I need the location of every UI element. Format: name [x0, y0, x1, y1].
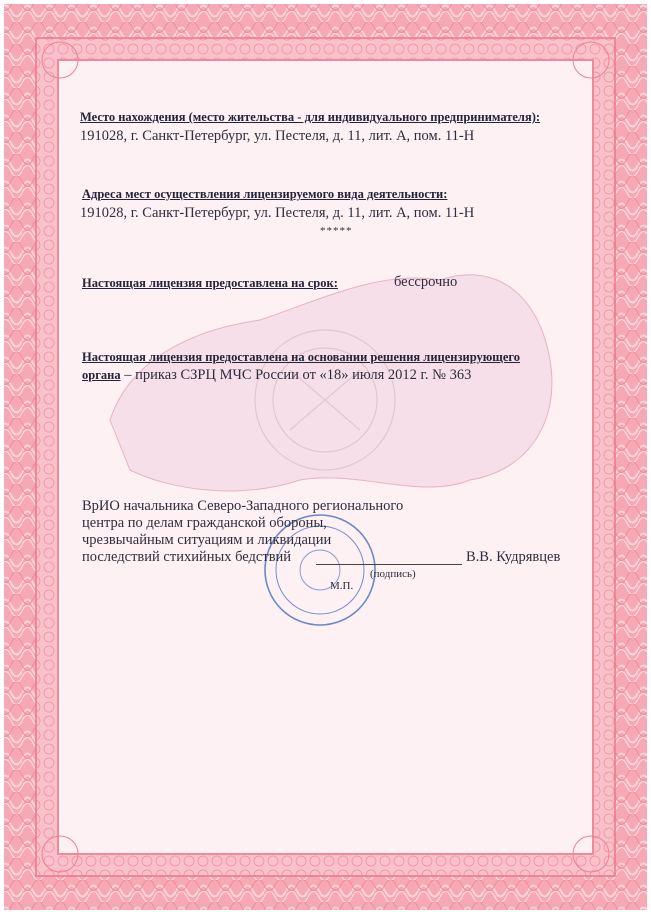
signer-line-4: последствий стихийных бедствий — [82, 549, 292, 565]
signer-line-3: чрезвычайным ситуациям и ликвидации — [82, 532, 332, 548]
signer-name: В.В. Кудрявцев — [466, 549, 561, 565]
separator: ***** — [320, 225, 353, 237]
activity-address-value: 191028, г. Санкт-Петербург, ул. Пестеля, д. 11, лит. А, пом. 11-Н — [80, 205, 475, 221]
term-label: Настоящая лицензия предоставлена на срок: — [82, 276, 338, 290]
signer-line-1: ВрИО начальника Северо-Западного регионального — [82, 498, 404, 514]
basis-label-line1: Настоящая лицензия предоставлена на основании решения лицензирующего — [82, 350, 521, 364]
document-body — [66, 72, 586, 852]
term-value: бессрочно — [394, 274, 458, 290]
stamp-place-label: М.П. — [330, 580, 354, 592]
location-value: 191028, г. Санкт-Петербург, ул. Пестеля, д. 11, лит. А, пом. 11-Н — [80, 128, 475, 144]
location-label: Место нахождения (место жительства - для индивидуального предпринимателя): — [80, 110, 541, 124]
signature-caption: (подпись) — [370, 568, 416, 580]
signer-line-2: центра по делам гражданской обороны, — [82, 515, 327, 531]
signature-line — [316, 564, 462, 565]
basis-value: – приказ СЗРЦ МЧС России от «18» июля 2012 г. № 363 — [120, 367, 472, 383]
basis-line2 — [82, 366, 471, 384]
basis-label-line2: органа — [82, 368, 121, 382]
activity-address-label: Адреса мест осуществления лицензируемого вида деятельности: — [82, 187, 448, 201]
